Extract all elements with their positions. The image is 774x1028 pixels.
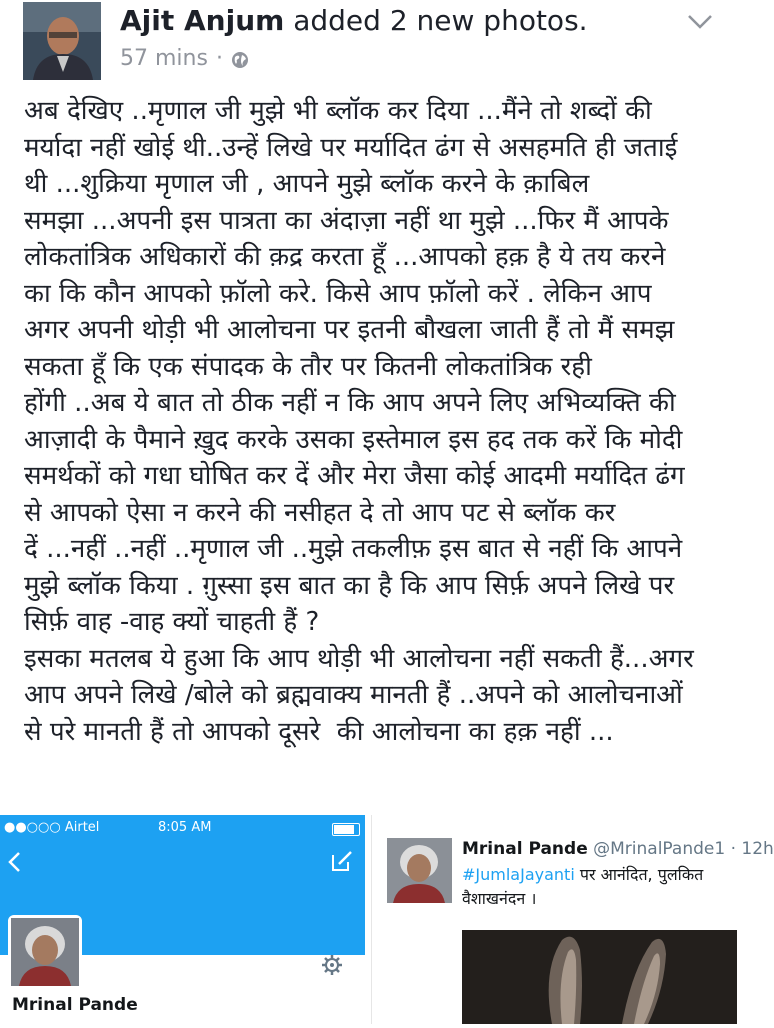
tweet-hashtag[interactable]: #JumlaJayanti (462, 865, 575, 884)
gear-icon[interactable] (322, 955, 342, 975)
post-header (0, 0, 736, 90)
battery-icon (332, 823, 360, 836)
tweet-author (462, 839, 774, 859)
post-body-text: अब देखिए ..मृणाल जी मुझे भी ब्लॉक कर दिया ...मैंने तो शब्दों की मर्यादा नहीं खोई थी..उन्हें लिखे पर मर्यादित ढंग से असहमति ही जताई थी ...शुक्रिया मृणाल जी , आपने मुझे ब्लॉक करने के क़ाबिल समझा ...अपनी इस पात्रता का अंदाज़ा नहीं था मुझे ...फिर मैं आपके लोकतांत्रिक अधिकारों की क़द्र करता हूँ ...आपको हक़ है ये तय करने का कि कौन आपको फ़ॉलो करे. किसे आप फ़ॉलो करें . लेकिन आप अगर अपनी थोड़ी भी आलोचना पर इतनी बौखला जाती हैं तो मैं समझ सकता हूँ कि एक संपादक के तौर पर कितनी लोकतांत्रिक रही होंगी ..अब ये बात तो ठीक नहीं न कि आप अपने लिए अभिव्यक्ति की आज़ादी के पैमाने ख़ुद करके उसका इस्तेमाल इस हद तक करें कि मोदी समर्थकों को गधा घोषित कर दें और मेरा जैसा कोई आदमी मर्यादित ढंग से आपको ऐसा न करने की नसीहत दे तो आप पट से ब्लॉक कर दें ...नहीं ..नहीं ..मृणाल जी ..मुझे तकलीफ़ इस बात से नहीं कि आपने मुझे ब्लॉक किया . ग़ुस्सा इस बात का है कि आप सिर्फ़ अपने लिखे पर सिर्फ़ वाह -वाह क्यों चाहती हैं ? इसका मतलब ये हुआ कि आप थोड़ी भी आलोचना नहीं सकती हैं...अगर आप अपने लिखे /बोले को ब्रह्मवाक्य मानती हैं ..अपने को आलोचनाओं से परे मानती हैं तो आपको दूसरे की आलोचना का हक़ नहीं ... (24, 96, 694, 747)
tweet-avatar (387, 838, 452, 903)
status-time: 8:05 AM (158, 820, 212, 835)
author-avatar-image (23, 2, 101, 80)
author-avatar[interactable] (23, 2, 101, 80)
globe-icon[interactable] (231, 50, 249, 68)
post-timestamp[interactable]: 57 mins (120, 46, 208, 71)
author-line (120, 4, 588, 37)
meta-separator: · (215, 46, 223, 71)
carrier-label: ●●○○○ Airtel (4, 820, 100, 835)
chevron-down-icon[interactable] (686, 12, 714, 32)
tweet-text (462, 863, 742, 911)
compose-icon[interactable] (330, 849, 354, 873)
tweet-image (462, 930, 737, 1024)
tweet-text-line2: वैशाखनंदन । (462, 889, 537, 908)
author-name[interactable]: Ajit Anjum (120, 4, 285, 37)
twitter-nav-bar (0, 841, 365, 905)
photo-2[interactable] (371, 815, 774, 1024)
photo-attachments (0, 815, 774, 1024)
tweet-author-name: Mrinal Pande (462, 839, 588, 859)
tweet-text-line1: पर आनंदित, पुलकित (574, 865, 704, 884)
post-meta (120, 46, 249, 71)
status-bar (0, 815, 365, 841)
profile-avatar[interactable] (8, 915, 82, 989)
profile-name: Mrinal Pande (12, 995, 138, 1015)
photo-1[interactable] (0, 815, 365, 1024)
back-chevron-icon[interactable] (6, 851, 22, 873)
post-action: added 2 new photos. (284, 4, 588, 37)
tweet-handle: @MrinalPande1 · 12h (593, 839, 774, 859)
